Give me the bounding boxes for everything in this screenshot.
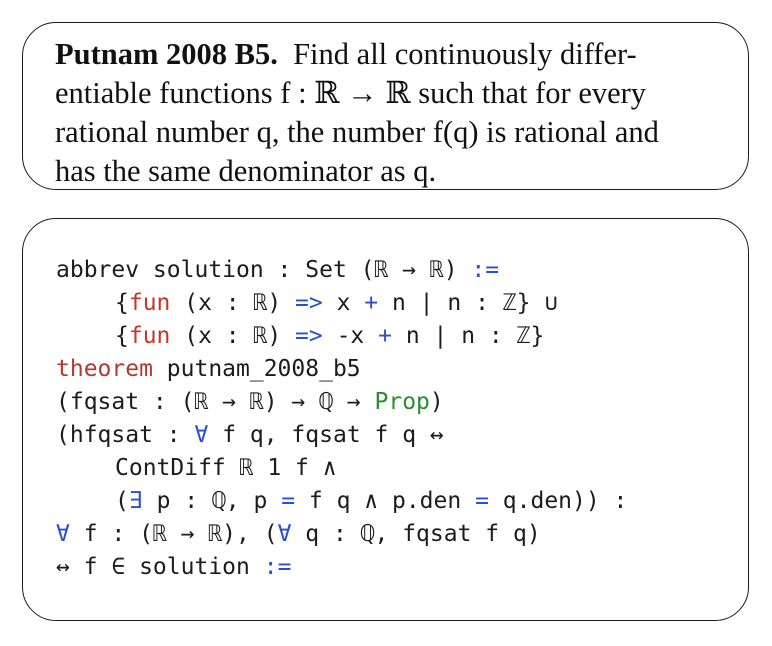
code-line: [56, 287, 627, 320]
code-line: [56, 452, 627, 485]
code-token: ContDiff ℝ 1 f ∧: [115, 455, 337, 481]
code-token: :=: [471, 257, 500, 283]
code-token: p : ℚ, p: [142, 488, 282, 514]
code-token: (hfqsat :: [56, 422, 195, 448]
code-token: +: [378, 323, 392, 349]
code-token: abbrev solution : Set (ℝ → ℝ): [56, 257, 472, 283]
code-token: =: [281, 488, 296, 514]
code-token: q.den)) :: [488, 488, 628, 514]
code-line: [56, 485, 627, 518]
code-token: n | n : ℤ}: [391, 323, 545, 349]
problem-statement-box: [22, 22, 749, 190]
code-token: ↔ f ∈ solution: [56, 554, 264, 580]
problem-text-line: has the same denominator as q.: [55, 154, 437, 188]
problem-heading: Putnam 2008 B5.: [55, 37, 278, 71]
code-token: (x : ℝ): [170, 290, 296, 316]
problem-text-line: rational number q, the number f(q) is rational and: [55, 115, 659, 149]
code-line: [56, 353, 627, 386]
code-line: [56, 419, 627, 452]
code-token: ∀: [56, 521, 70, 547]
code-token: =>: [295, 290, 323, 316]
code-token: f : (ℝ → ℝ), (: [69, 521, 278, 547]
problem-text-line: Find all continuously differ-: [293, 37, 637, 71]
code-token: putnam_2008_b5: [152, 356, 361, 382]
problem-line-1: [55, 35, 735, 74]
code-token: {: [115, 290, 129, 316]
code-token: ∃: [128, 488, 143, 514]
code-line: [56, 518, 627, 551]
code-token: f q ∧ p.den: [295, 488, 476, 514]
code-token: =>: [295, 323, 323, 349]
code-token: =: [475, 488, 489, 514]
code-line: [56, 386, 627, 419]
code-token: {: [115, 323, 129, 349]
code-token: x: [322, 290, 365, 316]
code-token: ∀: [277, 521, 292, 547]
problem-text-line: entiable functions f : ℝ → ℝ such that for every: [55, 76, 647, 110]
code-token: ): [429, 389, 444, 415]
code-token: (x : ℝ): [170, 323, 296, 349]
code-token: fun: [128, 290, 171, 316]
code-token: fun: [128, 323, 171, 349]
code-token: -x: [322, 323, 379, 349]
problem-statement: [55, 35, 735, 191]
code-token: :=: [263, 554, 292, 580]
code-token: q : ℚ, fqsat f q): [291, 521, 541, 547]
code-token: n | n : ℤ} ∪: [378, 290, 559, 316]
code-token: (fqsat : (ℝ → ℝ) → ℚ →: [56, 389, 375, 415]
code-token: (: [115, 488, 129, 514]
lean-code-box: [22, 218, 749, 621]
lean-code-block: [56, 254, 627, 584]
code-token: ∀: [194, 422, 209, 448]
code-token: f q, fqsat f q ↔: [208, 422, 444, 448]
code-token: +: [364, 290, 379, 316]
code-token: Prop: [374, 389, 430, 415]
code-token: theorem: [56, 356, 153, 382]
code-line: [56, 254, 627, 287]
code-line: [56, 320, 627, 353]
code-line: [56, 551, 627, 584]
